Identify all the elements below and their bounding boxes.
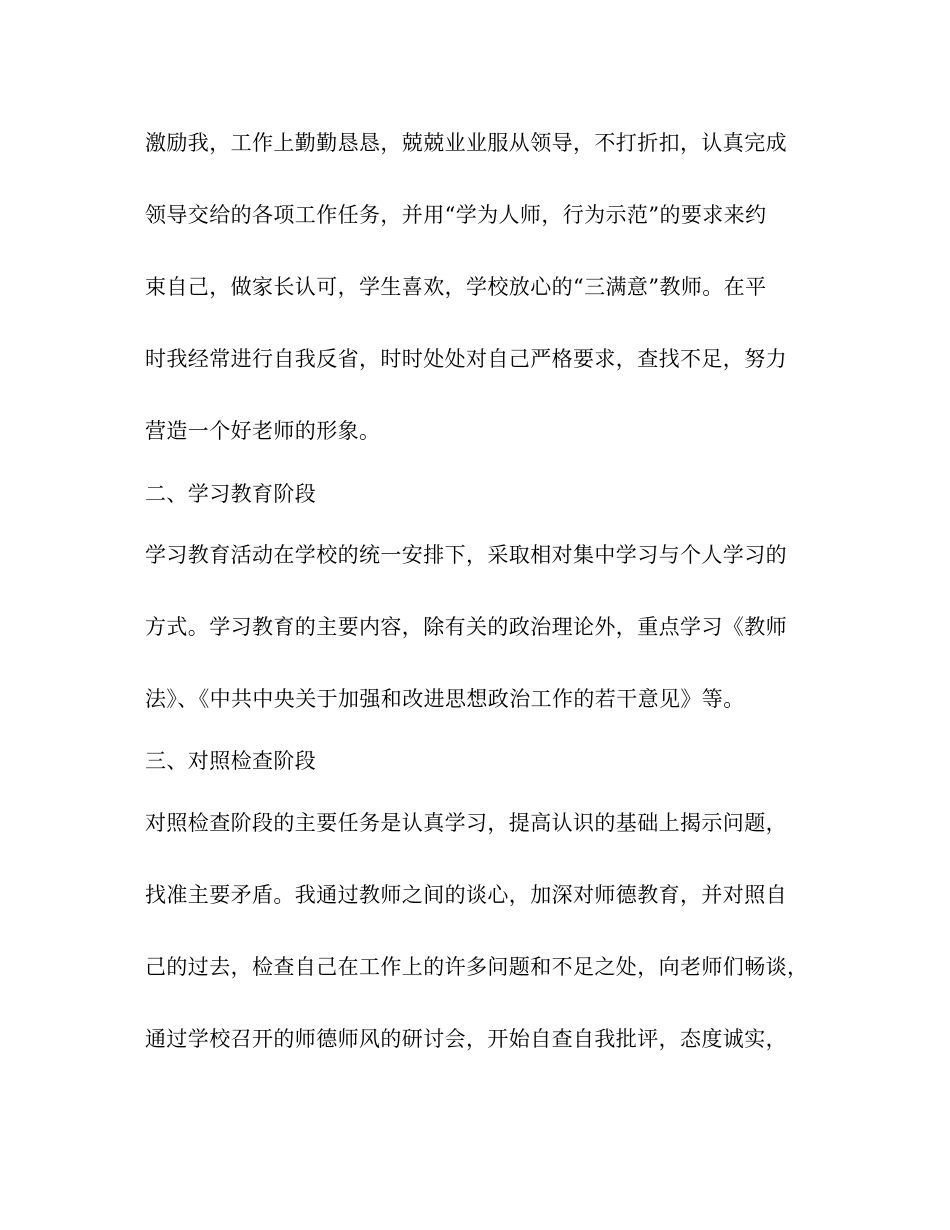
paragraph-line: 束自己，做家长认可，学生喜欢，学校放心的“三满意”教师。在平 (145, 275, 767, 299)
paragraph-line: 时我经常进行自我反省，时时处处对自己严格要求，查找不足，努力 (145, 347, 787, 371)
paragraph-line: 己的过去，检查自己在工作上的许多问题和不足之处，向老师们畅谈， (145, 955, 809, 979)
paragraph-line: 找准主要矛盾。我通过教师之间的谈心，加深对师德教育，并对照自 (145, 883, 787, 907)
paragraph-line: 通过学校召开的师德师风的研讨会，开始自查自我批评，态度诚实， (145, 1027, 787, 1051)
section-heading: 二、学习教育阶段 (145, 482, 317, 506)
paragraph-line: 方式。学习教育的主要内容，除有关的政治理论外，重点学习《教师 (145, 615, 787, 639)
paragraph-line: 法》、《中共中央关于加强和改进思想政治工作的若干意见》等。 (145, 687, 745, 711)
paragraph-line: 学习教育活动在学校的统一安排下，采取相对集中学习与个人学习的 (145, 543, 787, 567)
paragraph-line: 对照检查阶段的主要任务是认真学习，提高认识的基础上揭示问题， (145, 811, 787, 835)
paragraph-line: 领导交给的各项工作任务，并用“学为人师，行为示范”的要求来约 (145, 203, 767, 227)
section-heading: 三、对照检查阶段 (145, 749, 317, 773)
paragraph-line: 营造一个好老师的形象。 (145, 419, 381, 443)
paragraph-line: 激励我，工作上勤勤恳恳，兢兢业业服从领导，不打折扣，认真完成 (145, 131, 787, 155)
